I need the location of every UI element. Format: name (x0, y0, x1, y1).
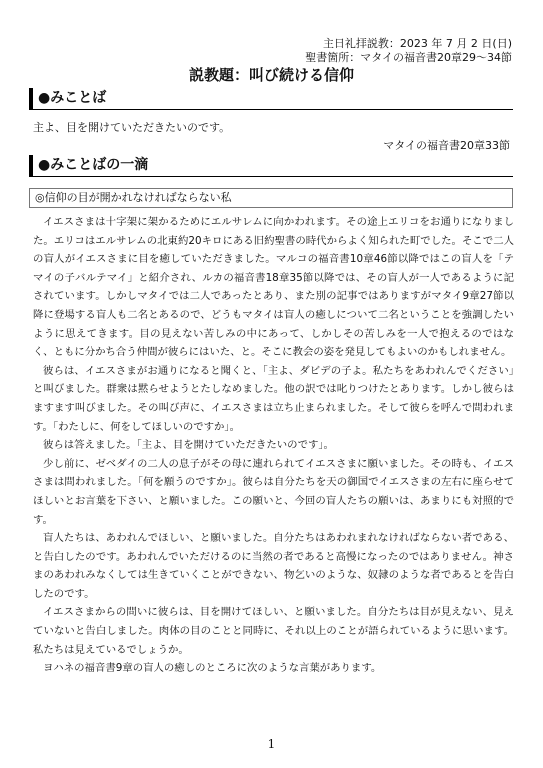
body-paragraph: 彼らは、イエスさまがお通りになると聞くと、「主よ、ダビデの子よ。私たちをあわれんでください」と叫びました。群衆は黙らせようとたしなめました。他の訳では叱りつけたとあります。しかし彼らはますます叫びました。その叫び声に、イエスさまは立ち止まられました。そして彼らを呼んで問われます。「わたしに、何をしてほしいのですか」。 (33, 364, 514, 433)
sermon-body (33, 213, 514, 678)
body-paragraph: 盲人たちは、あわれんでほしい、と願いました。自分たちはあわれまれなければならない者である、と告白したのです。あわれんでいただけるのに当然の者であると高慢になったのではありません。神さまのあわれみなくしては生きていくことができない、物乞いのような、奴隷のような者であるとを告白したのです。 (33, 532, 514, 600)
scripture-passage-line: 聖書箇所：マタイの福音書20章29～34節 (305, 51, 512, 64)
body-paragraph: 彼らは答えました。「主よ、目を開けていただきたいのです」。 (43, 439, 334, 452)
body-paragraph: イエスさまは十字架に架かるためにエルサレムに向かわれます。その途上エリコをお通りになりました。エリコはエルサレムの北東約20キロにある旧約聖書の時代からよく知られた町でした。そこで二人の盲人がイエスさまに目を癒していただきました。マルコの福音書10章46節以降ではこの盲人を「テマイの子バルテマイ」と紹介され、ルカの福音書18章35節以降では、その盲人が一人であるように記されています。しかしマタイでは二人であったとあり、また別の記事ではありますがマタイ9章27節以降に登場する盲人も二名とあるので、どうもマタイは盲人の癒しについて二名ということを強調したいように思えてきます。目の見えない苦しみの中にあって、しかしその苦しみを一人で抱えるのではなく、ともに分かち合う仲間が彼らにはいた、と。そこに教会の姿を発見してもよいのかもしれません。 (33, 216, 514, 359)
section-heading-itteki: ●みことばの一滴 (29, 155, 513, 177)
page-number: 1 (267, 737, 276, 751)
subheading-box: ◎信仰の目が開かれなければならない私 (29, 188, 513, 208)
sermon-title: 説教題：叫び続ける信仰 (188, 66, 354, 84)
section-heading-mikotoba: ●みことば (29, 88, 513, 110)
key-verse-text: 主よ、目を開けていただきたいのです。 (33, 121, 231, 134)
key-verse-reference: マタイの福音書20章33節 (383, 139, 510, 152)
body-paragraph: ヨハネの福音書9章の盲人の癒しのところに次のような言葉があります。 (43, 662, 382, 675)
body-paragraph: 少し前に、ゼベダイの二人の息子がその母に連れられてイエスさまに願いました。その時も、イエスさまは問われました。「何を願うのですか」。彼らは自分たちを天の御国でイエスさまの左右に座らせてほしいとお言葉を下さい、と願いました。この願いと、今回の盲人たちの願いは、あまりにも対照的です。 (33, 457, 514, 526)
service-date-line: 主日礼拝説教：2023 年 7 月 2 日(日) (322, 37, 512, 50)
body-paragraph: イエスさまからの問いに彼らは、目を開けてほしい、と願いました。自分たちは目が見えない、見えていないと告白しました。肉体の目のことと同時に、それ以上のことが語られているように思います。私たちは見えているでしょうか。 (33, 606, 514, 656)
